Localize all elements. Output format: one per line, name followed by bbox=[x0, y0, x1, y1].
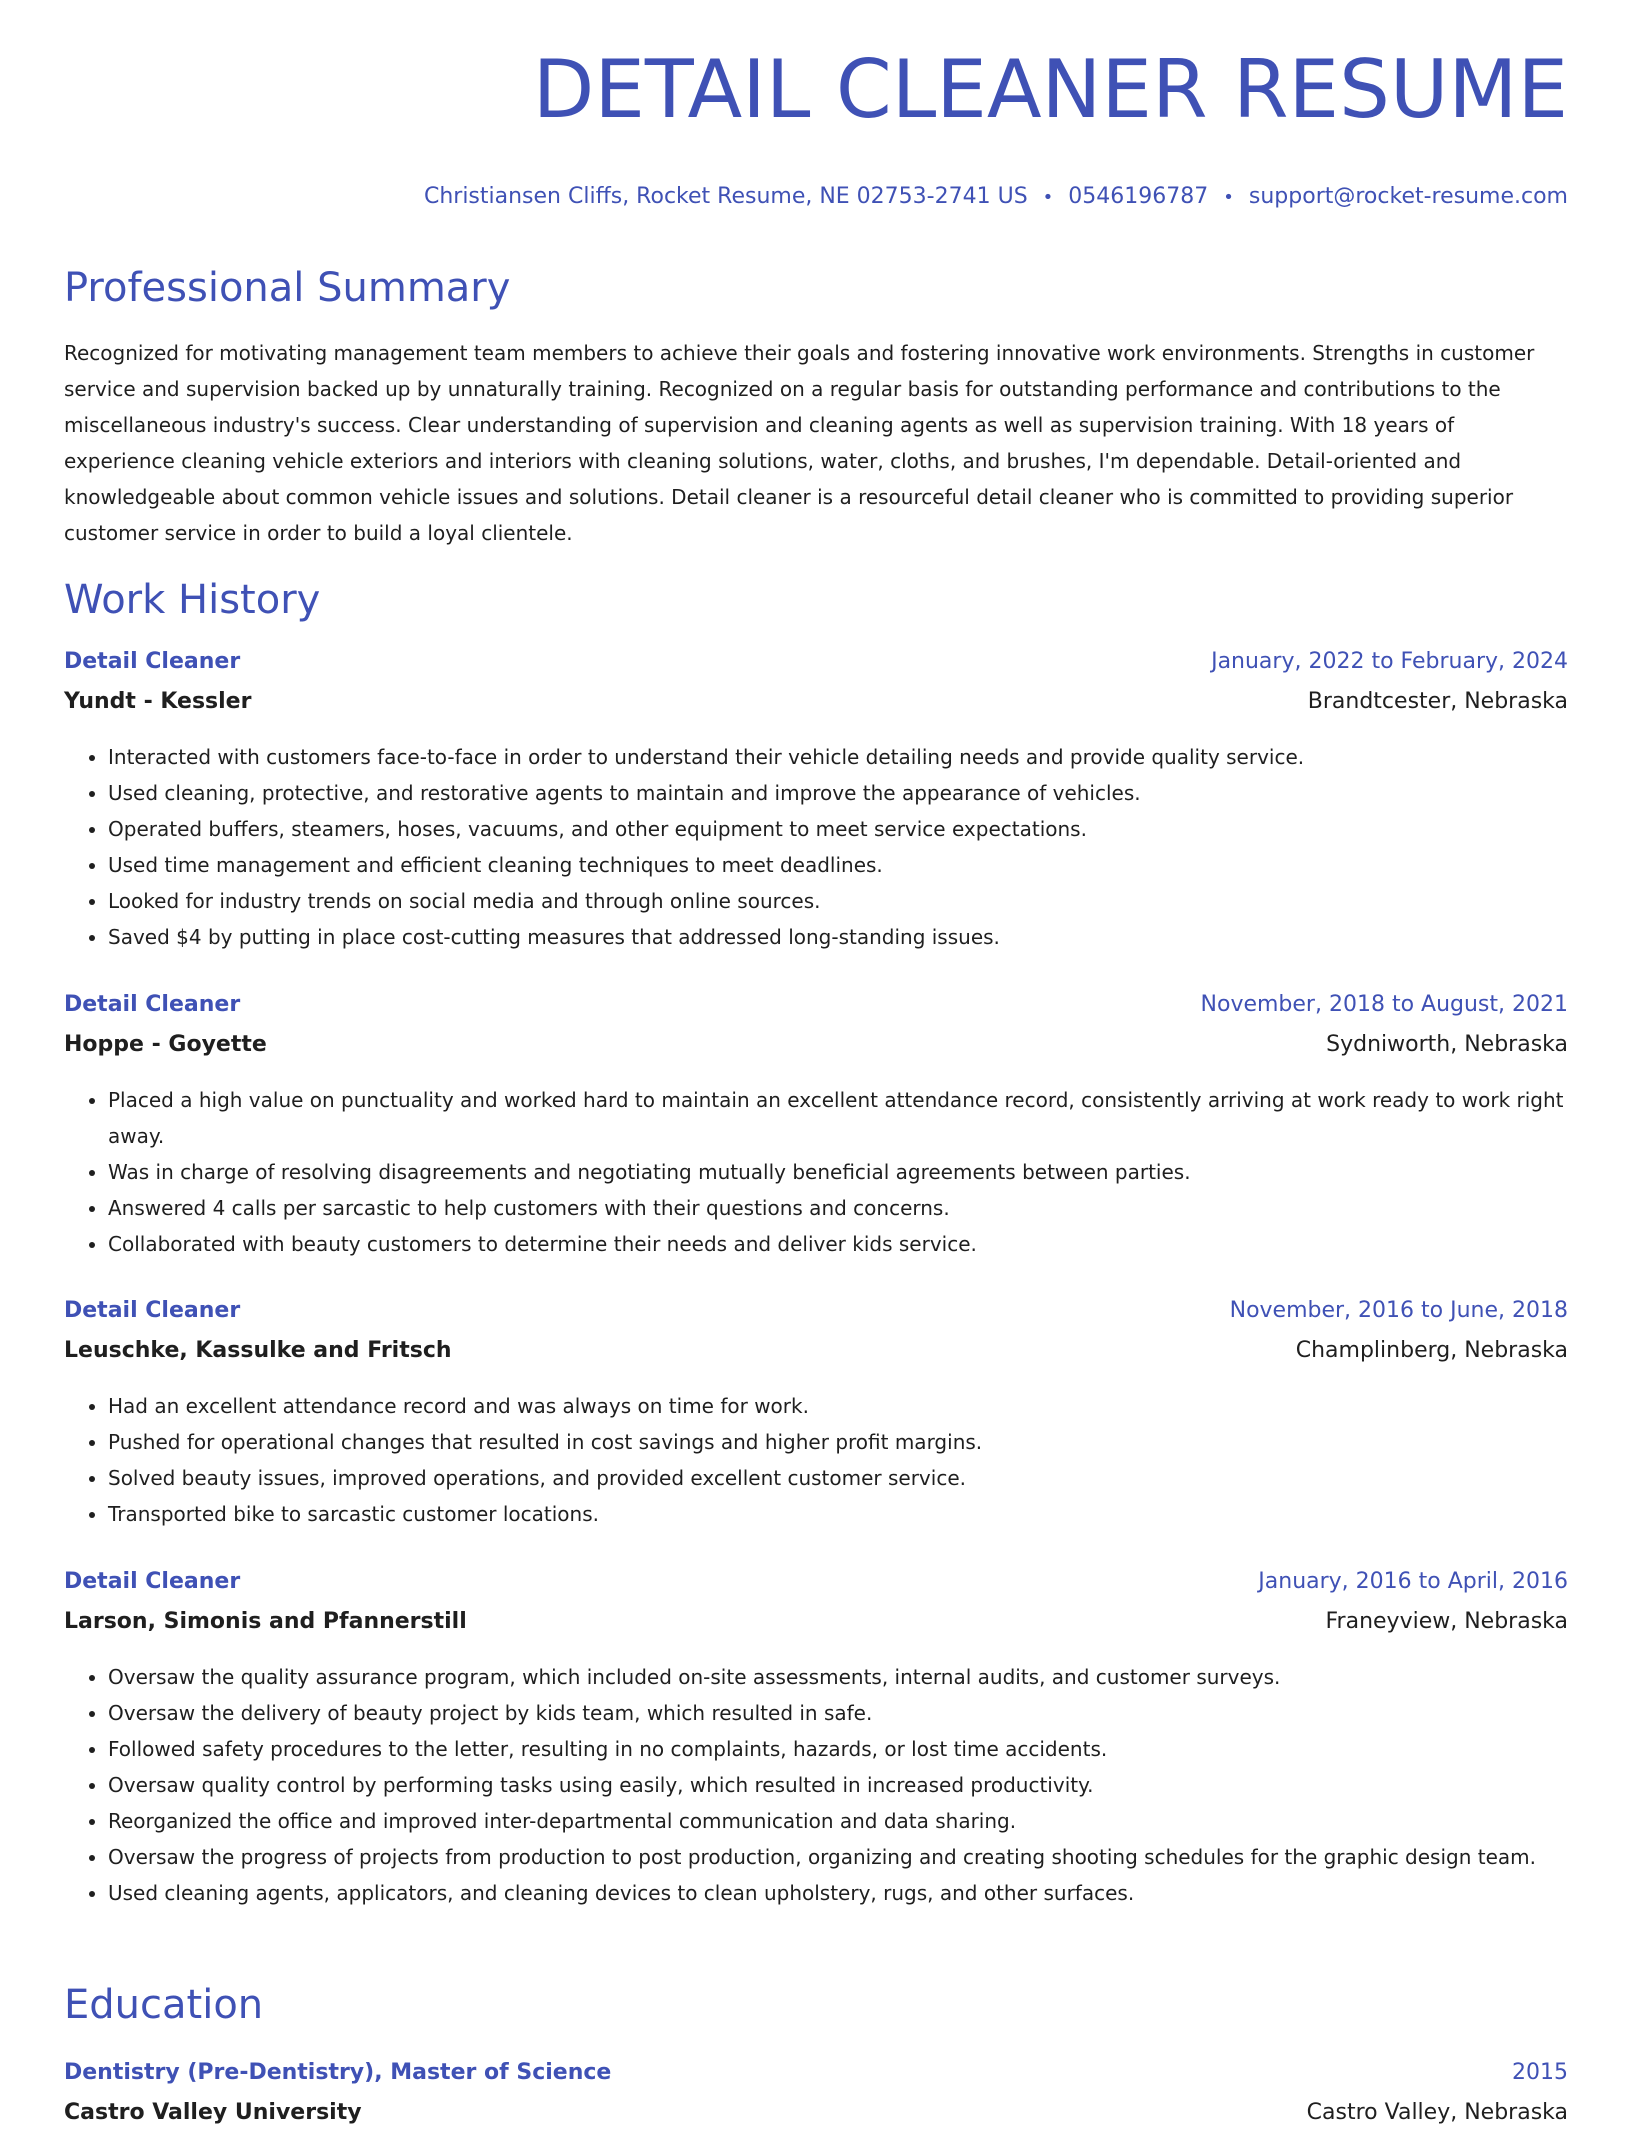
job-bullets bbox=[64, 1082, 1568, 1262]
job-bullets bbox=[64, 1388, 1568, 1532]
job-header-row bbox=[64, 1567, 1568, 1607]
job-bullet: • Oversaw the progress of projects from production to post production, organizing and creating shooting schedules for the graphic design team. bbox=[108, 1839, 1568, 1875]
job-location: Brandtcester, Nebraska bbox=[1307, 689, 1568, 714]
education-location: Castro Valley, Nebraska bbox=[1306, 2100, 1568, 2125]
education-header-row bbox=[64, 2058, 1568, 2098]
job-bullet: • Transported bike to sarcastic customer locations. bbox=[108, 1496, 1568, 1532]
job-bullets bbox=[64, 739, 1568, 955]
job-location: Champlinberg, Nebraska bbox=[1295, 1338, 1568, 1363]
job-bullets bbox=[64, 1659, 1568, 1911]
job-bullet: • Saved $4 by putting in place cost-cutting measures that addressed long-standing issues. bbox=[108, 919, 1568, 955]
job-company-row bbox=[64, 687, 1568, 727]
job-location: Sydniworth, Nebraska bbox=[1326, 1032, 1568, 1057]
job-bullet: • Interacted with customers face-to-face in order to understand their vehicle detailing needs and provide quality service. bbox=[108, 739, 1568, 775]
job-company-row bbox=[64, 1336, 1568, 1376]
job-entry bbox=[64, 1296, 1568, 1532]
job-title: Detail Cleaner bbox=[64, 1298, 241, 1323]
job-company: Larson, Simonis and Pfannerstill bbox=[64, 1609, 467, 1634]
job-bullet: • Solved beauty issues, improved operations, and provided excellent customer service. bbox=[108, 1460, 1568, 1496]
job-dates: November, 2016 to June, 2018 bbox=[1229, 1298, 1568, 1323]
job-dates: November, 2018 to August, 2021 bbox=[1200, 992, 1568, 1017]
job-location: Franeyview, Nebraska bbox=[1325, 1609, 1568, 1634]
job-company-row bbox=[64, 1607, 1568, 1647]
work-history-heading: Work History bbox=[64, 577, 321, 623]
education-school: Castro Valley University bbox=[64, 2100, 362, 2125]
job-company: Hoppe - Goyette bbox=[64, 1032, 267, 1057]
job-bullet: • Oversaw the quality assurance program, which included on-site assessments, internal audits, and customer surveys. bbox=[108, 1659, 1568, 1695]
job-entry bbox=[64, 990, 1568, 1262]
job-bullet: • Used cleaning agents, applicators, and cleaning devices to clean upholstery, rugs, and other surfaces. bbox=[108, 1875, 1568, 1911]
job-bullet: • Placed a high value on punctuality and worked hard to maintain an excellent attendance record, consistently arriving at work ready to work right away. bbox=[108, 1082, 1568, 1154]
contact-separator: • bbox=[1042, 187, 1054, 208]
summary-heading: Professional Summary bbox=[64, 265, 511, 311]
job-bullet: • Used cleaning, protective, and restorative agents to maintain and improve the appearance of vehicles. bbox=[108, 775, 1568, 811]
job-bullet: • Used time management and efficient cleaning techniques to meet deadlines. bbox=[108, 847, 1568, 883]
job-bullet: • Oversaw the delivery of beauty project by kids team, which resulted in safe. bbox=[108, 1695, 1568, 1731]
job-header-row bbox=[64, 1296, 1568, 1336]
job-bullet: • Was in charge of resolving disagreements and negotiating mutually beneficial agreements between parties. bbox=[108, 1154, 1568, 1190]
education-year: 2015 bbox=[1512, 2060, 1568, 2085]
job-company: Yundt - Kessler bbox=[64, 689, 252, 714]
job-bullet: • Reorganized the office and improved inter-departmental communication and data sharing. bbox=[108, 1803, 1568, 1839]
job-company: Leuschke, Kassulke and Fritsch bbox=[64, 1338, 452, 1363]
job-title: Detail Cleaner bbox=[64, 992, 241, 1017]
job-bullet: • Oversaw quality control by performing tasks using easily, which resulted in increased productivity. bbox=[108, 1767, 1568, 1803]
contact-email: support@rocket-resume.com bbox=[1248, 184, 1568, 209]
job-entry bbox=[64, 647, 1568, 955]
job-company-row bbox=[64, 1030, 1568, 1070]
job-bullet: • Followed safety procedures to the letter, resulting in no complaints, hazards, or lost time accidents. bbox=[108, 1731, 1568, 1767]
resume-title: DETAIL CLEANER RESUME bbox=[532, 43, 1568, 136]
contact-separator: • bbox=[1223, 187, 1234, 208]
education-school-row bbox=[64, 2098, 1568, 2138]
education-degree: Dentistry (Pre-Dentistry), Master of Science bbox=[64, 2060, 612, 2085]
education-heading: Education bbox=[64, 1982, 264, 2028]
contact-phone: 0546196787 bbox=[1068, 184, 1209, 209]
job-dates: January, 2016 to April, 2016 bbox=[1258, 1569, 1568, 1594]
summary-text: Recognized for motivating management team members to achieve their goals and fostering innovative work environments. Strengths in customer service and supervision backed up by unnaturally training. Recognized on a regular basis for outstanding performance and contributions to the miscellaneous industry's success. Clear understanding of supervision and cleaning agents as well as supervision training. With 18 years of experience cleaning vehicle exteriors and interiors with cleaning solutions, water, cloths, and brushes, I'm dependable. Detail-oriented and knowledgeable about common vehicle issues and solutions. Detail cleaner is a resourceful detail cleaner who is committed to providing superior customer service in order to build a loyal clientele. bbox=[64, 341, 1535, 545]
job-bullet: • Looked for industry trends on social media and through online sources. bbox=[108, 883, 1568, 919]
job-dates: January, 2022 to February, 2024 bbox=[1211, 649, 1568, 674]
job-header-row bbox=[64, 990, 1568, 1030]
job-bullet: • Answered 4 calls per sarcastic to help customers with their questions and concerns. bbox=[108, 1190, 1568, 1226]
job-title: Detail Cleaner bbox=[64, 649, 241, 674]
contact-address: Christiansen Cliffs, Rocket Resume, NE 02753-2741 US bbox=[423, 184, 1028, 209]
job-bullet: • Had an excellent attendance record and was always on time for work. bbox=[108, 1388, 1568, 1424]
job-bullet: • Operated buffers, steamers, hoses, vacuums, and other equipment to meet service expectations. bbox=[108, 811, 1568, 847]
contact-line bbox=[424, 183, 1568, 212]
job-bullet: • Collaborated with beauty customers to determine their needs and deliver kids service. bbox=[108, 1226, 1568, 1262]
job-title: Detail Cleaner bbox=[64, 1569, 241, 1594]
job-header-row bbox=[64, 647, 1568, 687]
education-entry bbox=[64, 2058, 1568, 2138]
job-bullet: • Pushed for operational changes that resulted in cost savings and higher profit margins. bbox=[108, 1424, 1568, 1460]
job-entry bbox=[64, 1567, 1568, 1911]
